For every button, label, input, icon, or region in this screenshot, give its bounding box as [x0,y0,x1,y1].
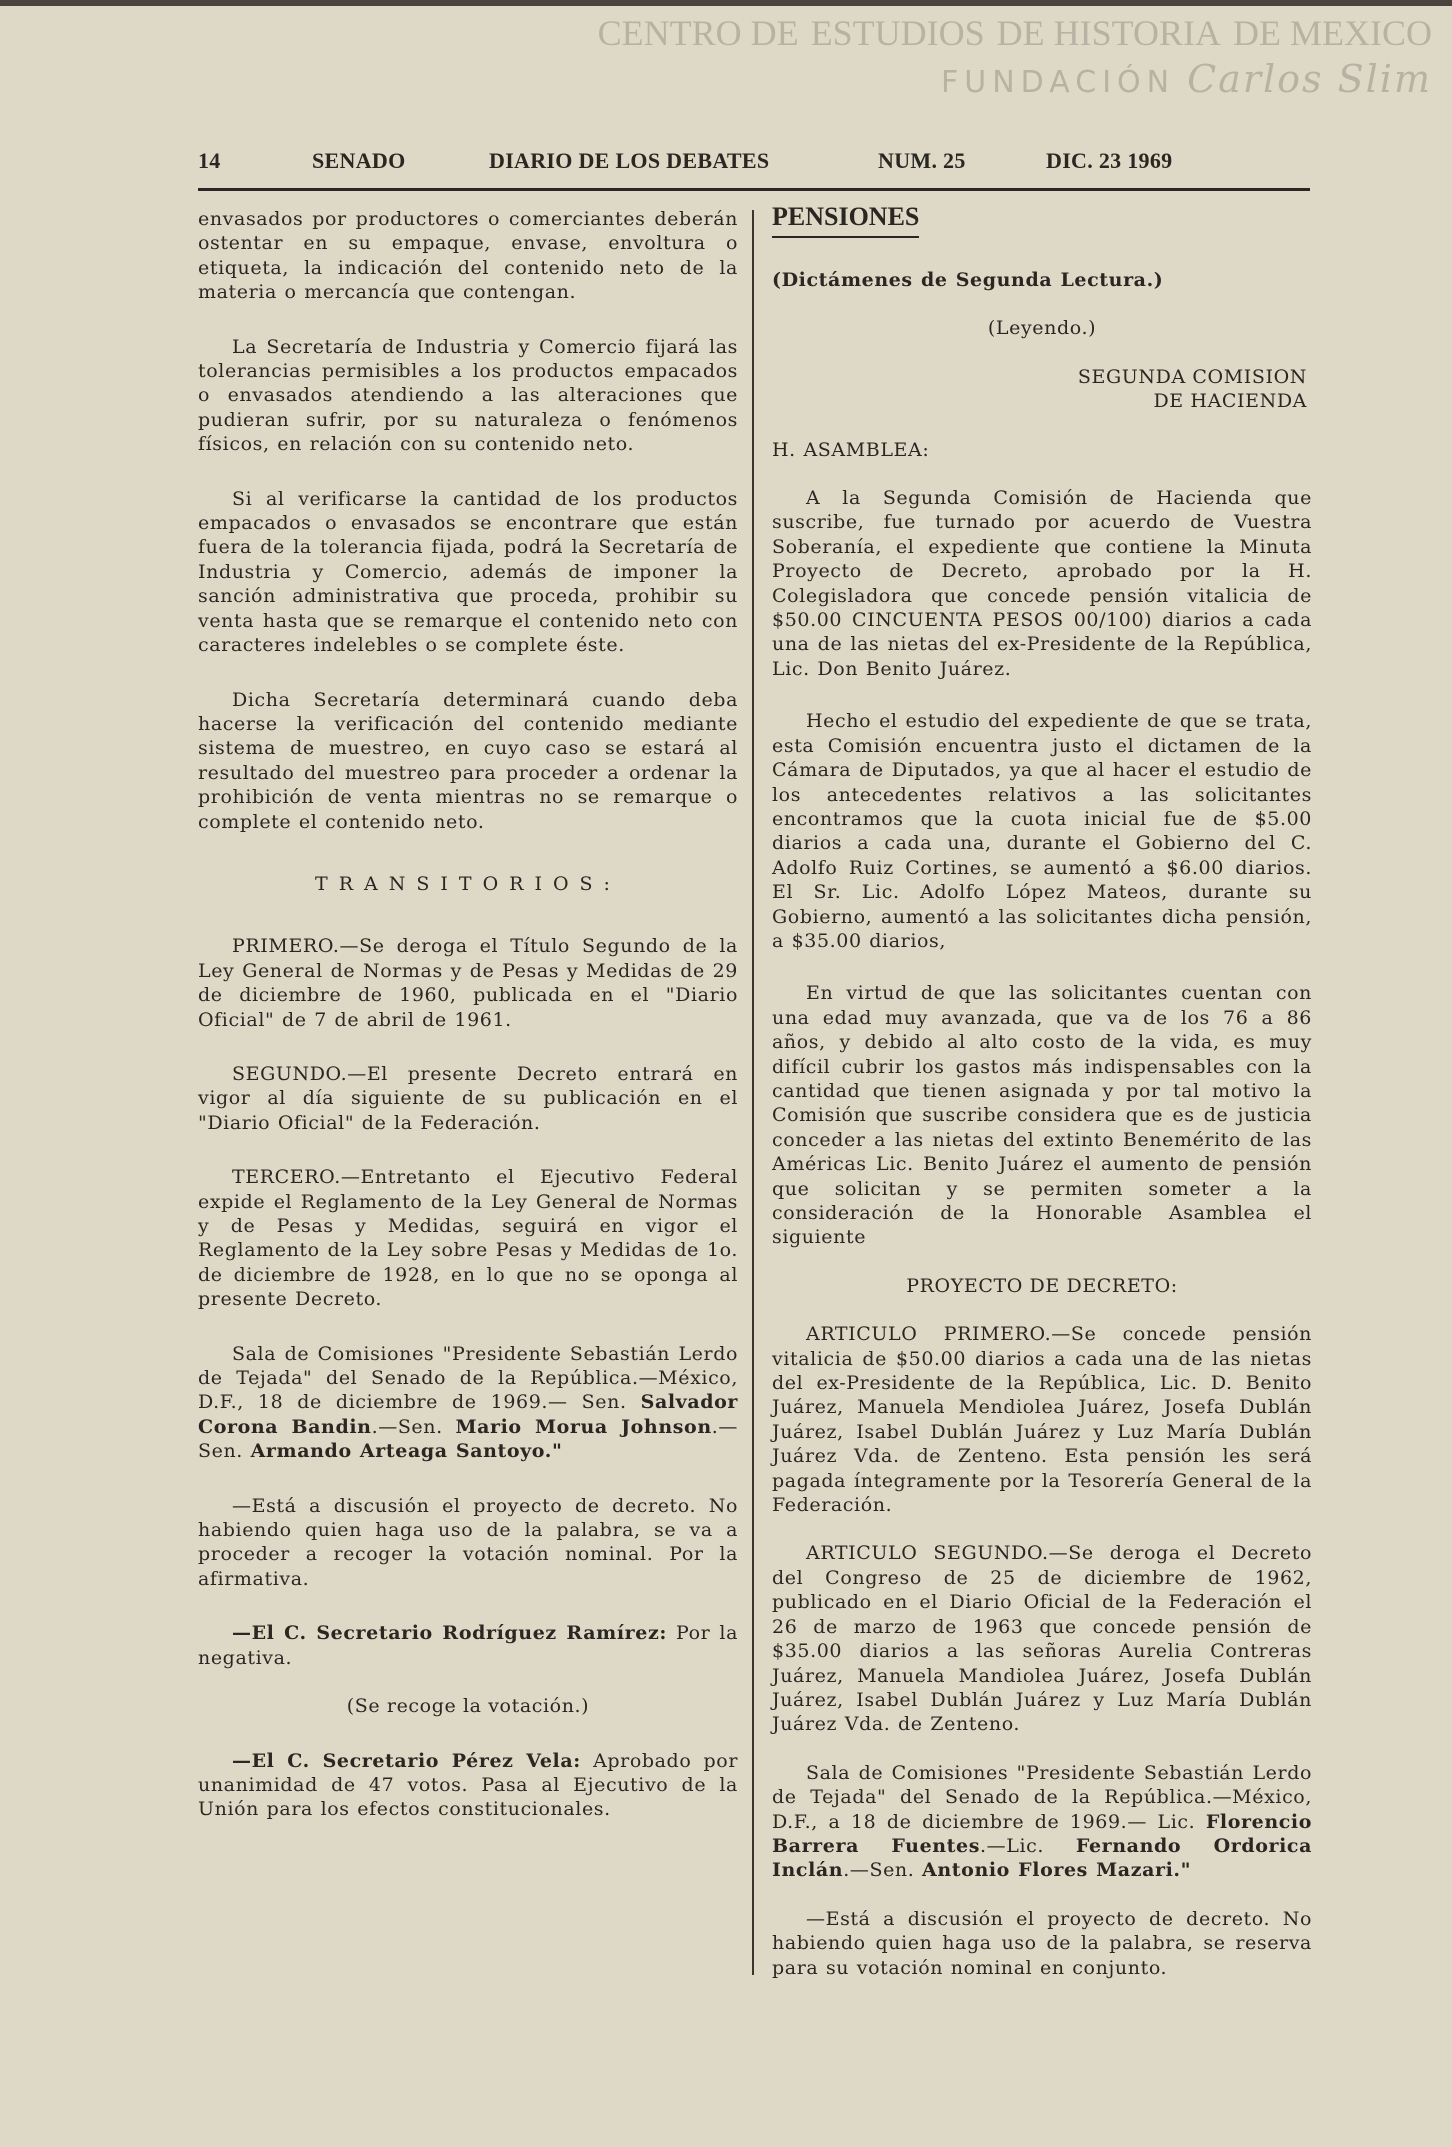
reading-note: (Leyendo.) [987,317,1097,340]
article-primero: PRIMERO.—Se deroga el Título Segundo de la Ley General de Normas y de Pesas y Medidas de 29 de diciembre de 1960, publicada en el "Diario Oficial" de 7 de abril de 1961. [198,935,738,1031]
page-number: 14 [198,148,221,173]
signer-name: Florencio Barrera Fuentes [772,1810,1312,1857]
signer-name: Mario Morua Johnson [455,1415,712,1438]
commission-name: DE HACIENDA [1153,390,1307,413]
paragraph: Si al verificarse la cantidad de los productos empacados o envasados se encontrare que están fuera de la tolerancia fijada, podrá la Secretaría de Industria y Comercio, además de imponer la sanción administrativa que proceda, prohibir su venta hasta que se remarque el contenido neto con caracteres indelebles o se complete éste. [198,487,738,657]
issue-number: NUM. 25 [878,148,966,173]
decree-heading: PROYECTO DE DECRETO: [906,1274,1178,1297]
discussion-paragraph: —Está a discusión el proyecto de decreto. No habiendo quien haga uso de la palabra, se reserva para su votación nominal en conjunto. [772,1907,1312,1979]
text: .—Sen. [371,1415,456,1438]
text: Sala de Comisiones "Presidente Sebastián Lerdo de Tejada" del Senado de la República.—México, D.F., 18 de diciembre de 1969.— Sen. [198,1342,738,1414]
page-edge [0,0,1452,6]
left-column [198,207,738,1822]
watermark [586,10,1432,106]
discussion-paragraph: —Está a discusión el proyecto de decreto. No habiendo quien haga uso de la palabra, se va a proceder a recoger la votación nominal. Por la afirmativa. [198,1494,738,1590]
signer-name: Salvador Corona Bandin [198,1391,738,1438]
section-heading [772,202,1312,238]
watermark-row [586,56,1432,106]
paragraph: A la Segunda Comisión de Hacienda que suscribe, fue turnado por acuerdo de Vuestra Soberanía, el expediente que contiene la Minuta Proyecto de Decreto, aprobado por la H. Colegisladora que concede pensión vitalicia de $50.00 CINCUENTA PESOS 00/100) diarios a cada una de las nietas del ex-Presidente de la República, Lic. Don Benito Juárez. [772,487,1312,680]
signer-name: Armando Arteaga Santoyo." [250,1440,563,1463]
signatures-paragraph [198,1342,738,1464]
secretary-statement [198,1749,738,1822]
paragraph: En virtud de que las solicitantes cuentan con una edad muy avanzada, que va de los 76 a 86 años, y debido al alto costo de la vida, es muy difícil cubrir los gastos más indispensables con la cantidad que tienen asignada y por tal motivo la Comisión que suscribe considera que es de justicia conceder a las nietas del extinto Benemérito de las Américas Lic. Benito Juárez el aumento de pensión que solicitan y se permiten someter a la consideración de la Honorable Asamblea el siguiente [772,982,1312,1249]
signer-name: Fernando Ordorica Inclán [772,1834,1312,1882]
paragraph: envasados por productores o comerciantes deberán ostentar en su empaque, envase, envoltura o etiqueta, la indicación del contenido neto de la materia o mercancía que contengan. [198,208,738,304]
text: .—Sen. [843,1859,923,1882]
text: Aprobado por unanimidad de 47 votos. Pasa al Ejecutivo de la Unión para los efectos constitucionales. [198,1749,739,1821]
chamber: SENADO [312,148,406,173]
text: Sala de Comisiones "Presidente Sebastián Lerdo de Tejada" del Senado de la República.—México, D.F., a 18 de diciembre de 1969.— Lic. [772,1761,1312,1833]
watermark-line: ESTUDIOS [810,13,985,53]
speaker-name: —El C. Secretario Rodríguez Ramírez: [232,1622,667,1645]
column-divider [752,210,754,1975]
subtitle: (Dictámenes de Segunda Lectura.) [772,269,1164,291]
signatures-paragraph [772,1761,1312,1883]
watermark-signature: Carlos Slim [1187,57,1432,101]
page-header [198,148,1198,178]
watermark-row [586,10,1432,56]
article-segundo: ARTICULO SEGUNDO.—Se deroga el Decreto del Congreso de 25 de diciembre de 1962, publicado en el Diario Oficial de la Federación el 26 de marzo de 1963 que concede pensión de $35.00 diarios a las señoras Aurelia Contreras Juárez, Manuela Mandiolea Juárez, Josefa Dublán Juárez, Isabel Dublán Juárez y Luz María Dublán Juárez Vda. de Zenteno. [772,1542,1312,1736]
speaker-name: —El C. Secretario Pérez Vela: [232,1749,581,1772]
secretary-statement [198,1621,738,1670]
article-primero: ARTICULO PRIMERO.—Se concede pensión vitalicia de $50.00 diarios a cada una de las nietas del ex-Presidente de la República, Lic. D. Benito Juárez, Manuela Mendiolea Juárez, Josefa Dublán Juárez, Isabel Dublán Juárez y Luz María Dublán Juárez Vda. de Zenteno. Esta pensión les será pagada íntegramente por la Tesorería General de la Federación. [772,1323,1312,1517]
watermark-foundation: FUNDACIÓN [941,65,1176,100]
commission-name: SEGUNDA COMISION [1077,365,1307,388]
text: Por la negativa. [198,1622,738,1669]
salutation: H. ASAMBLEA: [772,438,930,461]
right-column [772,202,1312,1980]
paragraph: Dicha Secretaría determinará cuando deba hacerse la verificación del contenido mediante sistema de muestreo, en cuyo caso se estará al resultado del muestreo para proceder a ordenar la prohibición de venta mientras no se remarque o complete el contenido neto. [198,688,738,833]
watermark-line: DE HISTORIA [996,13,1222,53]
signer-name: Antonio Flores Mazari." [922,1859,1192,1882]
text: .—Lic. [980,1834,1076,1857]
article-segundo: SEGUNDO.—El presente Decreto entrará en vigor al día siguiente de su publicación en el "Diario Oficial" de la Federación. [198,1062,738,1134]
paragraph: Hecho el estudio del expediente de que se trata, esta Comisión encuentra justo el dictamen de la Cámara de Diputados, ya que al hacer el estudio de los antecedentes relativos a las solicitantes encontramos que la cuota inicial fue de $5.00 diarios a cada una, durante el Gobierno del C. Adolfo Ruiz Cortines, se aumentó a $6.00 diarios. El Sr. Lic. Adolfo López Mateos, durante su Gobierno, aumentó a las solicitantes dicha pensión, a $35.00 diarios, [772,710,1312,952]
transitorios-heading: TRANSITORIOS: [315,872,621,895]
watermark-line: CENTRO DE [597,13,799,53]
text: .—Sen. [198,1415,738,1463]
article-tercero: TERCERO.—Entretanto el Ejecutivo Federal expide el Reglamento de la Ley General de Normas y de Pesas y Medidas, seguirá en vigor el Reglamento de la Ley sobre Pesas y Medidas de 1o. de diciembre de 1928, en lo que no se oponga al presente Decreto. [198,1166,738,1311]
paragraph: La Secretaría de Industria y Comercio fijará las tolerancias permisibles a los productos empacados o envasados atendiendo a las alteraciones que pudieran sufrir, por su naturaleza o fenómenos físicos, en relación con su contenido neto. [198,335,738,456]
header-rule [198,188,1310,191]
section-title: PENSIONES [772,202,919,238]
vote-note: (Se recoge la votación.) [346,1695,590,1718]
watermark-line: DE MEXICO [1233,13,1432,53]
issue-date: DIC. 23 1969 [1046,148,1173,173]
publication-title: DIARIO DE LOS DEBATES [489,148,770,173]
